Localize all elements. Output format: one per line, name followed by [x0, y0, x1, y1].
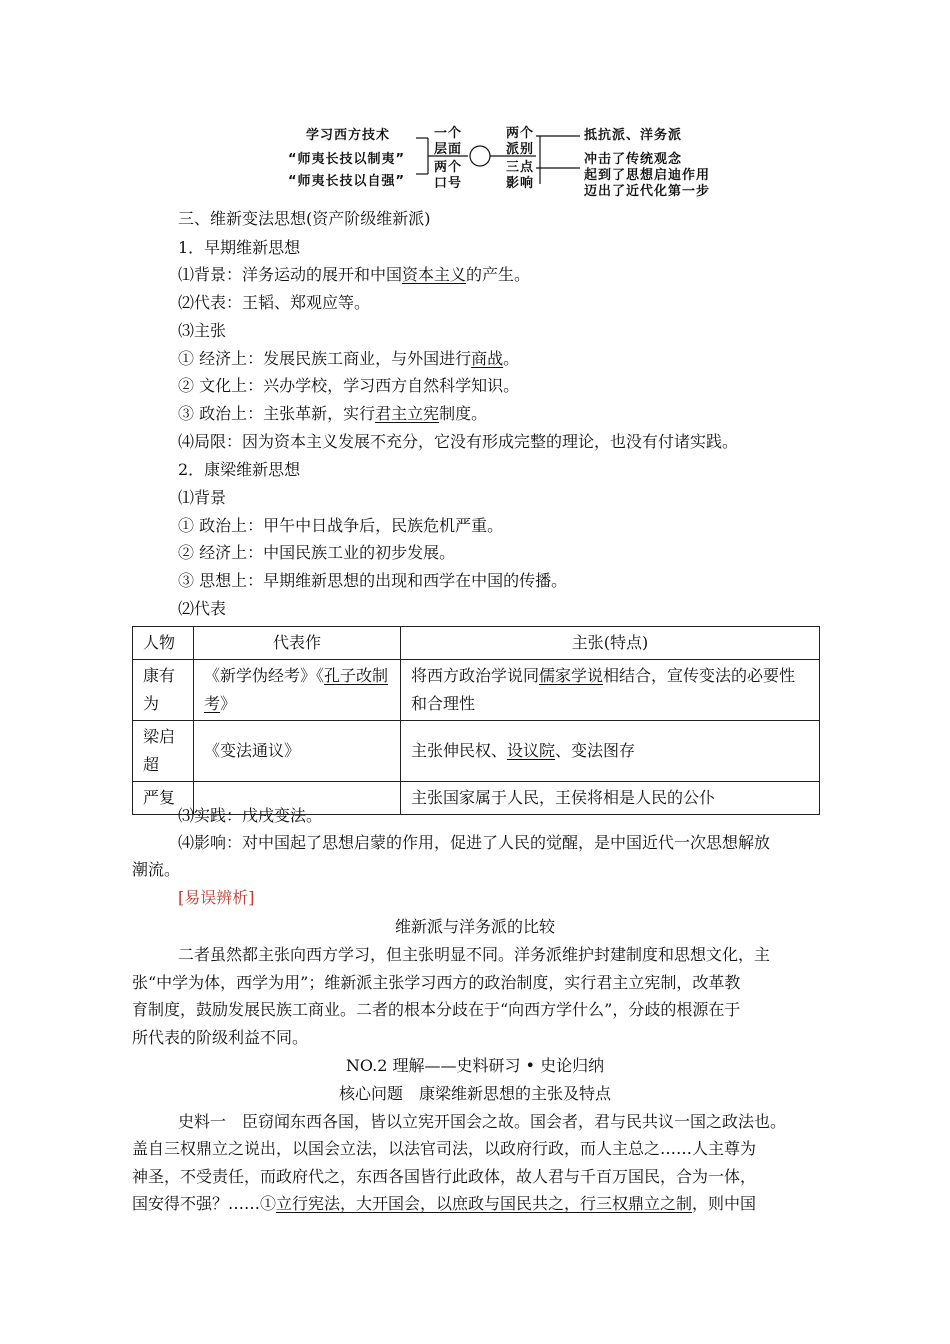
early-limitation: ⑷局限：因为资本主义发展不充分，它没有形成完整的理论，也没有付诸实践。: [178, 432, 739, 451]
diagram-box1-4: 口号: [434, 176, 463, 191]
early-politics: ③ 政治上：主张革新，实行君主立宪制度。: [178, 404, 488, 423]
note-line-3: 育制度，鼓励发展民族工商业。二者的根本分歧在于“向西方学什么”，分歧的根源在于: [132, 1000, 741, 1019]
subsection-kl-title: 2．康梁维新思想: [178, 460, 301, 479]
table-cell-person: 严复: [133, 782, 194, 815]
diagram-box2-4: 影响: [506, 176, 535, 191]
table-cell-works: 《变法通议》: [194, 721, 401, 782]
core-question: 核心问题 康梁维新思想的主张及特点: [338, 1084, 611, 1103]
kl-practice: ⑶实践：戊戌变法。: [178, 806, 323, 825]
early-background: ⑴背景：洋务运动的展开和中国资本主义的产生。: [178, 265, 531, 284]
note-line-2: 张“中学为体，西学为用”；维新派主张学习西方的政治制度，实行君主立宪制，改革教: [132, 973, 741, 992]
note-line-1: 二者虽然都主张向西方学习，但主张明显不同。洋务派维护封建制度和思想文化，主: [178, 945, 771, 964]
diagram-left-3: “师夷长技以自强”: [288, 174, 406, 189]
table-cell-person: 梁启超: [133, 721, 194, 782]
note-line-4: 所代表的阶级利益不同。: [132, 1028, 309, 1047]
early-claims: ⑶主张: [178, 321, 227, 340]
source-line-1: 史料一 臣窃闻东西各国，皆以立宪开国会之故。国会者，君与民共议一国之政法也。: [178, 1112, 787, 1131]
diagram-right-4: 迈出了近代化第一步: [584, 184, 711, 199]
table-header-row: [133, 627, 820, 660]
concept-diagram: [280, 122, 711, 202]
table-cell-works: 《新学伪经考》《孔子改制考》: [194, 660, 401, 721]
diagram-box2-1: 两个: [506, 126, 535, 141]
table-cell-person: 康有为: [133, 660, 194, 721]
kl-background: ⑴背景: [178, 488, 227, 507]
diagram-box1-3: 两个: [434, 160, 463, 175]
kl-bg-politics: ① 政治上：甲午中日战争后，民族危机严重。: [178, 516, 504, 535]
table-cell-claims: 主张伸民权、设议院、变法图存: [401, 721, 820, 782]
diagram-box2-3: 三点: [506, 160, 535, 175]
diagram-box1-1: 一个: [434, 126, 463, 141]
kl-bg-thought: ③ 思想上：早期维新思想的出现和西学在中国的传播。: [178, 571, 568, 590]
early-culture: ② 文化上：兴办学校，学习西方自然科学知识。: [178, 376, 520, 395]
kl-impact-line-2: 潮流。: [132, 860, 181, 879]
table-row: [133, 721, 820, 782]
diagram-left-1: 学习西方技术: [306, 128, 391, 143]
kl-representatives: ⑵代表: [178, 599, 227, 618]
table-header-person: 人物: [133, 627, 194, 660]
source-line-2: 盖自三权鼎立之说出，以国会立法，以法官司法，以政府行政，而人主总之……人主尊为: [132, 1139, 757, 1158]
table-cell-claims: 将西方政治学说同儒家学说相结合，宣传变法的必要性和合理性: [401, 660, 820, 721]
early-representatives: ⑵代表：王韬、郑观应等。: [178, 293, 371, 312]
early-economy: ① 经济上：发展民族工商业，与外国进行商战。: [178, 349, 520, 368]
diagram-right-1: 抵抗派、洋务派: [584, 128, 683, 143]
diagram-box2-2: 派别: [506, 142, 535, 157]
source-line-4: 国安得不强？……①立行宪法，大开国会，以庶政与国民共之，行三权鼎立之制，则中国: [132, 1194, 757, 1213]
table-header-works: 代表作: [194, 627, 401, 660]
source-line-3: 神圣，不受责任，而政府代之，东西各国皆行此政体，故人君与千百万国民，合为一体，: [132, 1167, 757, 1186]
kl-impact-line-1: ⑷影响：对中国起了思想启蒙的作用，促进了人民的觉醒，是中国近代一次思想解放: [178, 833, 771, 852]
diagram-right-3: 起到了思想启迪作用: [584, 168, 711, 183]
section-title: 三、维新变法思想(资产阶级维新派): [178, 209, 431, 228]
representatives-table: [132, 626, 820, 815]
note-tag: [易误辨析]: [178, 888, 255, 907]
table-header-claims: 主张(特点): [401, 627, 820, 660]
note-title: 维新派与洋务派的比较: [394, 917, 555, 936]
diagram-box1-2: 层面: [434, 142, 463, 157]
kl-bg-economy: ② 经济上：中国民族工业的初步发展。: [178, 543, 456, 562]
subsection-early-title: 1．早期维新思想: [178, 238, 301, 257]
diagram-right-2: 冲击了传统观念: [584, 152, 683, 167]
diagram-left-2: “师夷长技以制夷”: [288, 152, 406, 167]
no2-title: NO.2 理解——史料研习 • 史论归纳: [345, 1056, 605, 1075]
table-cell-claims: 主张国家属于人民，王侯将相是人民的公仆: [401, 782, 820, 815]
table-row: [133, 660, 820, 721]
